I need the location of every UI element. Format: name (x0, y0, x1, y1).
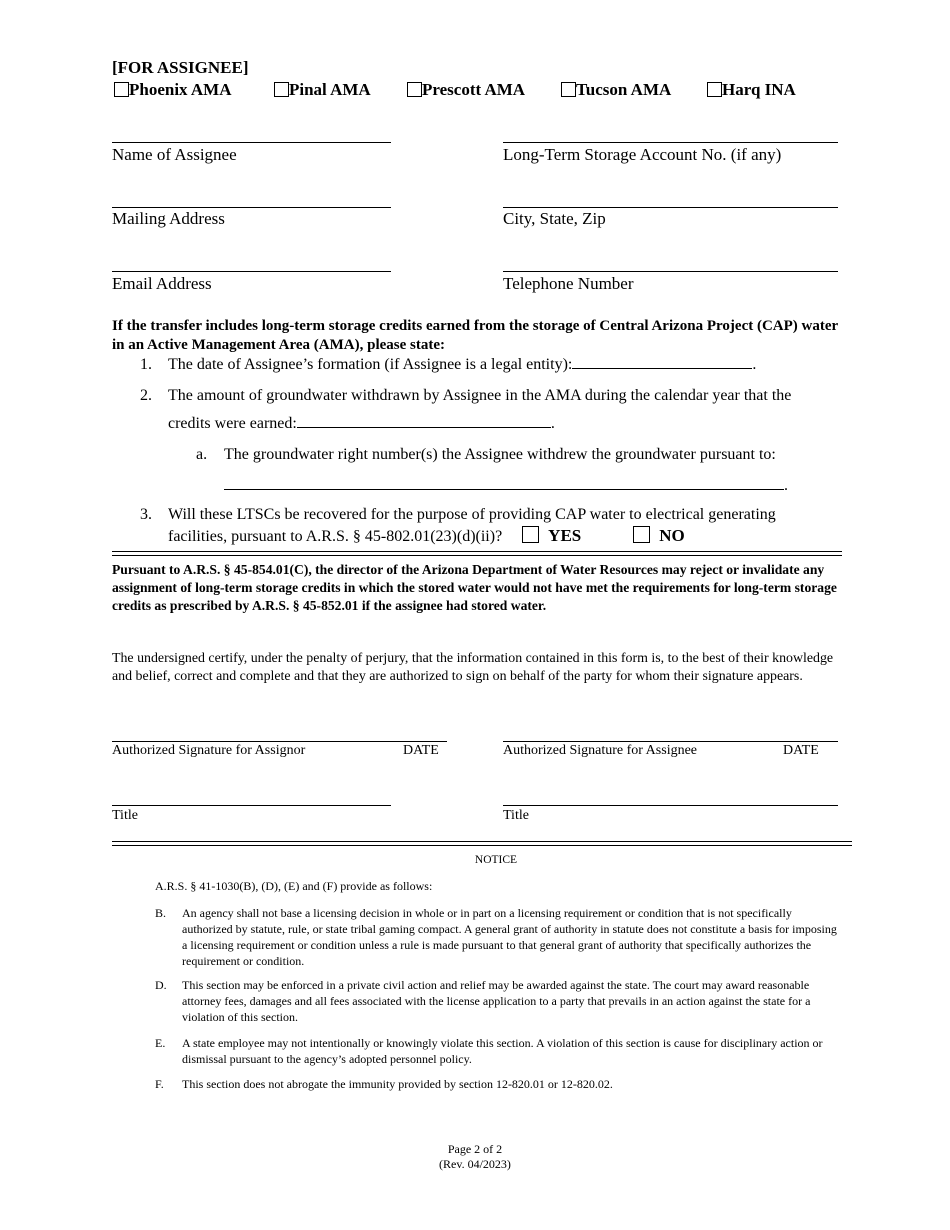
phone-label: Telephone Number (503, 274, 634, 293)
q2-line1: The amount of groundwater withdrawn by Assignee in the AMA during the calendar year that the (168, 387, 792, 404)
q2a-row: . (224, 472, 788, 500)
footer (0, 1142, 950, 1172)
account-field-line[interactable] (503, 142, 838, 143)
section-title: [FOR ASSIGNEE] (112, 58, 249, 77)
notice-text-d: This section may be enforced in a private civil action and relief may be awarded against the state. The court may award reasonable attorney fees, damages and all fees associated with the license application to a party that prevails in an action against the state for a violation of this section. (182, 978, 811, 1024)
ama-option-tucson[interactable]: Tucson AMA (561, 80, 671, 100)
revision: (Rev. 04/2023) (439, 1157, 511, 1171)
mailing-field-line[interactable] (112, 207, 391, 208)
ama-option-prescott[interactable]: Prescott AMA (407, 80, 525, 100)
q3-number: 3. (140, 506, 152, 523)
assignee-signature-line[interactable] (503, 741, 838, 742)
q1-row: The date of Assignee’s formation (if Assignee is a legal entity): . (168, 356, 757, 373)
notice-heading: NOTICE (474, 854, 518, 866)
notice-letter-b: B. (155, 906, 167, 920)
ama-option-pinal[interactable]: Pinal AMA (274, 80, 371, 100)
q3-text: facilities, pursuant to A.R.S. § 45-802.01(23)(d)(ii)? (168, 528, 503, 545)
assignor-signature-line[interactable] (112, 741, 447, 742)
checkbox-no[interactable] (633, 526, 650, 543)
page-number: Page 2 of 2 (447, 1142, 503, 1156)
assignee-title-label: Title (503, 808, 529, 823)
assignor-title-label: Title (112, 808, 138, 823)
notice-letter-e: E. (155, 1036, 166, 1050)
assignee-date-label: DATE (783, 743, 819, 758)
assignor-signature-label: Authorized Signature for Assignor (112, 743, 306, 758)
yes-label: YES (548, 526, 582, 545)
q1-text: The date of Assignee’s formation (if Assignee is a legal entity): (168, 356, 573, 373)
notice-text-b: An agency shall not base a licensing decision in whole or in part on a licensing requirement or condition that is not specifically authorized by statute, rule, or state tribal gaming compact. A general grant of authority in statute does not constitute a basis for imposing a licensing requirement or condition unless a rule is made pursuant to that general grant of authority that specifically authorizes the requirement or condition. (182, 906, 837, 968)
divider-top (112, 551, 842, 556)
city-label: City, State, Zip (503, 209, 606, 228)
email-field-line[interactable] (112, 271, 391, 272)
q2-number: 2. (140, 387, 152, 404)
account-label: Long-Term Storage Account No. (if any) (503, 145, 782, 164)
q2a-letter: a. (196, 446, 208, 463)
checkbox-prescott[interactable] (407, 82, 422, 97)
formation-date-field[interactable] (572, 354, 752, 369)
assignee-title-line[interactable] (503, 805, 838, 806)
name-field-line[interactable] (112, 142, 391, 143)
assignor-title-line[interactable] (112, 805, 391, 806)
certify-paragraph: The undersigned certify, under the penalty of perjury, that the information contained in this form is, to the best of their knowledge and belief, correct and complete and that they are authorized to sign on behalf of the party for whom their signature appears. (112, 651, 834, 684)
assignee-signature-label: Authorized Signature for Assignee (503, 743, 698, 758)
checkbox-pinal[interactable] (274, 82, 289, 97)
q2-text: credits were earned: (168, 415, 297, 432)
ama-option-phoenix[interactable]: Phoenix AMA (114, 80, 231, 100)
groundwater-amount-field[interactable] (297, 413, 551, 428)
notice-letter-f: F. (155, 1077, 164, 1091)
cap-intro: If the transfer includes long-term storage credits earned from the storage of Central Arizona Project (CAP) water in an Active Management Area (AMA), please state: (112, 318, 838, 353)
assignor-date-label: DATE (403, 743, 439, 758)
checkbox-phoenix[interactable] (114, 82, 129, 97)
notice-letter-d: D. (155, 978, 167, 992)
q3-row (168, 522, 685, 551)
groundwater-right-field[interactable] (224, 475, 784, 490)
divider-bottom (112, 841, 852, 846)
phone-field-line[interactable] (503, 271, 838, 272)
checkbox-tucson[interactable] (561, 82, 576, 97)
mailing-label: Mailing Address (112, 209, 225, 228)
q2a-text: The groundwater right number(s) the Assignee withdrew the groundwater pursuant to: (224, 446, 776, 463)
q2-row: credits were earned: . (168, 415, 555, 432)
pursuant-paragraph: Pursuant to A.R.S. § 45-854.01(C), the director of the Arizona Department of Water Resources may reject or invalidate any assignment of long-term storage credits in which the stored water would not have met the requirements for long-term storage credits as prescribed by A.R.S. § 45-852.01 if the assignee had stored water. (112, 562, 837, 613)
q1-number: 1. (140, 356, 152, 373)
name-label: Name of Assignee (112, 145, 237, 164)
notice-intro: A.R.S. § 41-1030(B), (D), (E) and (F) provide as follows: (155, 879, 433, 893)
q3-line1: Will these LTSCs be recovered for the purpose of providing CAP water to electrical generating (168, 506, 776, 523)
email-label: Email Address (112, 274, 212, 293)
checkbox-yes[interactable] (522, 526, 539, 543)
city-field-line[interactable] (503, 207, 838, 208)
ama-option-harq[interactable]: Harq INA (707, 80, 796, 100)
checkbox-harq[interactable] (707, 82, 722, 97)
no-label: NO (659, 526, 685, 545)
notice-text-e: A state employee may not intentionally or knowingly violate this section. A violation of this section is cause for disciplinary action or dismissal pursuant to the agency’s adopted personnel policy. (182, 1036, 823, 1066)
notice-text-f: This section does not abrogate the immunity provided by section 12-820.01 or 12-820.02. (182, 1077, 613, 1091)
